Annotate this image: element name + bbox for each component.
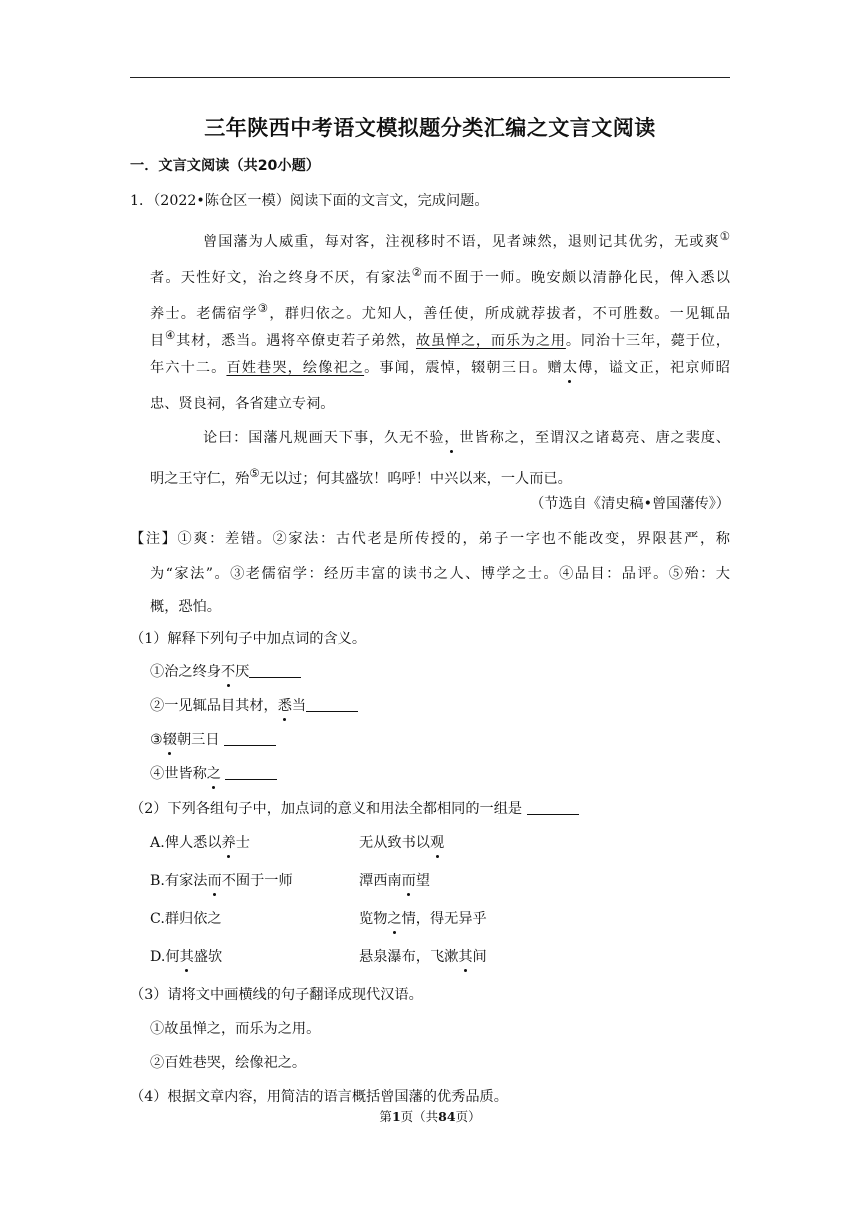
passage-line <box>150 463 572 489</box>
answer-blank[interactable] <box>225 765 277 780</box>
footnote-marker: ④ <box>165 328 177 342</box>
passage-text: 养士。老儒宿学 <box>150 306 258 322</box>
answer-blank[interactable] <box>224 731 276 746</box>
option-a-right: 无从致书以观 <box>359 835 445 851</box>
notes-line: 概，恐怕。 <box>150 599 221 615</box>
passage-line <box>150 298 730 324</box>
q3-item: ①故虽惮之，而乐为之用。 <box>150 1021 321 1037</box>
q1-item-text: ②一见辄品目其材，悉当 <box>150 698 307 714</box>
emphasis-dot-char: 悉 <box>277 698 292 714</box>
option-b-left[interactable]: B.有家法而不囿于一师 <box>150 873 293 889</box>
passage-source: （节选自《清史稿•曾国藩传》） <box>530 496 730 512</box>
notes-line: 为“家法”。③老儒宿学：经历丰富的读书之人、博学之士。④品目：品评。⑤殆：大 <box>150 566 730 582</box>
emphasis-dot-char: 之 <box>387 911 402 927</box>
q2-stem-text: （2）下列各组句子中，加点词的意义和用法全都相同的一组是 <box>130 801 523 817</box>
q1-item <box>150 730 276 750</box>
passage-line <box>203 226 730 252</box>
page-number: 1 <box>391 1109 401 1124</box>
underlined-sentence: 故虽惮之，而乐为之用 <box>415 333 566 349</box>
footer-text: 第 <box>379 1109 392 1124</box>
emphasis-dot-char: 观 <box>429 835 445 851</box>
emphasis-dot-char: 太 <box>562 360 578 376</box>
q2-stem <box>130 799 579 819</box>
footnote-marker: ② <box>411 265 424 279</box>
emphasis-dot-char: 而 <box>207 873 222 889</box>
footnote-marker: ⑤ <box>249 466 260 480</box>
emphasis-dot-char: 其 <box>458 949 473 965</box>
header-rule <box>130 77 730 78</box>
passage-text: 者。天性好文，治之终身不厌，有家法 <box>150 270 412 286</box>
option-d-right: 悬泉瀑布，飞漱其间 <box>359 949 487 965</box>
q1-stem: （1）解释下列句子中加点词的含义。 <box>130 631 367 647</box>
q4-stem: （4）根据文章内容，用简洁的语言概括曾国藩的优秀品质。 <box>130 1089 508 1105</box>
page-footer <box>0 1109 860 1125</box>
passage-text: ，群归依之。尤知人，善任使，所成就荐拔者，不可胜数。一见辄品 <box>269 306 730 322</box>
passage-text: 曾国藩为人威重，每对客，注视移时不语，见者竦然，退则记其优劣，无或爽 <box>203 234 720 250</box>
option-b-right: 潭西南而望 <box>359 873 430 889</box>
emphasis-dot-char: 其 <box>179 949 194 965</box>
passage-text: 其材，悉当。遇将卒僚吏若子弟然， <box>176 333 416 349</box>
emphasis-dot-char: 养 <box>221 835 236 851</box>
footer-text: 页） <box>455 1109 481 1124</box>
emphasis-dot-char: 而 <box>401 873 416 889</box>
passage-text: 而不囿于一师。晚安颇以清静化民，俾入悉以 <box>423 270 730 286</box>
notes-line: 【注】①爽：差错。②家法：古代老是所传授的，弟子一字也不能改变，界限甚严，称 <box>130 531 730 547</box>
passage-line <box>150 325 730 351</box>
passage-text: 明之王守仁，殆 <box>150 471 250 487</box>
page-title: 三年陕西中考语文模拟题分类汇编之文言文阅读 <box>204 116 656 140</box>
passage-line: 忠、贤良祠，各省建立专祠。 <box>150 396 335 412</box>
q3-item: ②百姓巷哭，绘像祀之。 <box>150 1055 307 1071</box>
answer-blank[interactable] <box>249 663 301 678</box>
answer-blank[interactable] <box>527 800 579 815</box>
option-c-right: 览物之情，得无异乎 <box>359 911 487 927</box>
passage-line: 论曰：国藩凡规画天下事，久无不验，世皆称之，至谓汉之诸葛亮、唐之裴度、 <box>203 430 730 446</box>
footnote-marker: ① <box>719 229 730 243</box>
emphasis-dot-char: 辍 <box>162 732 177 748</box>
option-c-left[interactable]: C.群归依之 <box>150 911 222 927</box>
q1-item-text: ④世皆称之 <box>150 766 221 782</box>
underlined-sentence: 百姓巷哭，绘像祀之 <box>226 360 365 376</box>
q1-item <box>150 696 358 716</box>
passage-line <box>150 262 730 288</box>
page-total: 84 <box>438 1109 456 1124</box>
emphasis-dot-char: ， <box>444 430 459 446</box>
answer-blank[interactable] <box>306 697 358 712</box>
passage-text: 。事闻，震悼，辍朝三日。赠太傅，谥文正，祀京师昭 <box>364 360 730 376</box>
emphasis-dot-char: 不 <box>220 664 236 680</box>
q3-stem: （3）请将文中画横线的句子翻译成现代汉语。 <box>130 987 423 1003</box>
section-heading: 一．文言文阅读（共20小题） <box>130 158 320 174</box>
passage-text: 无以过；何其盛欤！呜呼！中兴以来，一人而已。 <box>259 471 572 487</box>
passage-text: 年六十二。 <box>150 360 227 376</box>
q1-item-text: ①治之终身不厌 <box>150 664 250 680</box>
q1-item <box>150 764 277 784</box>
passage-line <box>150 358 730 378</box>
question-intro: 1．（2022•陈仓区一模）阅读下面的文言文，完成问题。 <box>130 193 489 209</box>
footnote-marker: ③ <box>257 301 270 315</box>
passage-text: 目 <box>150 333 165 349</box>
footer-text: 页（共 <box>400 1109 439 1124</box>
passage-text: 。同治十三年，薨于位， <box>565 333 730 349</box>
emphasis-dot-char: 之 <box>206 766 221 782</box>
option-a-left[interactable]: A.俾人悉以养士 <box>150 835 250 851</box>
q1-item-text: ③辍朝三日 <box>150 732 220 748</box>
option-d-left[interactable]: D.何其盛欤 <box>150 949 223 965</box>
q1-item <box>150 662 301 682</box>
